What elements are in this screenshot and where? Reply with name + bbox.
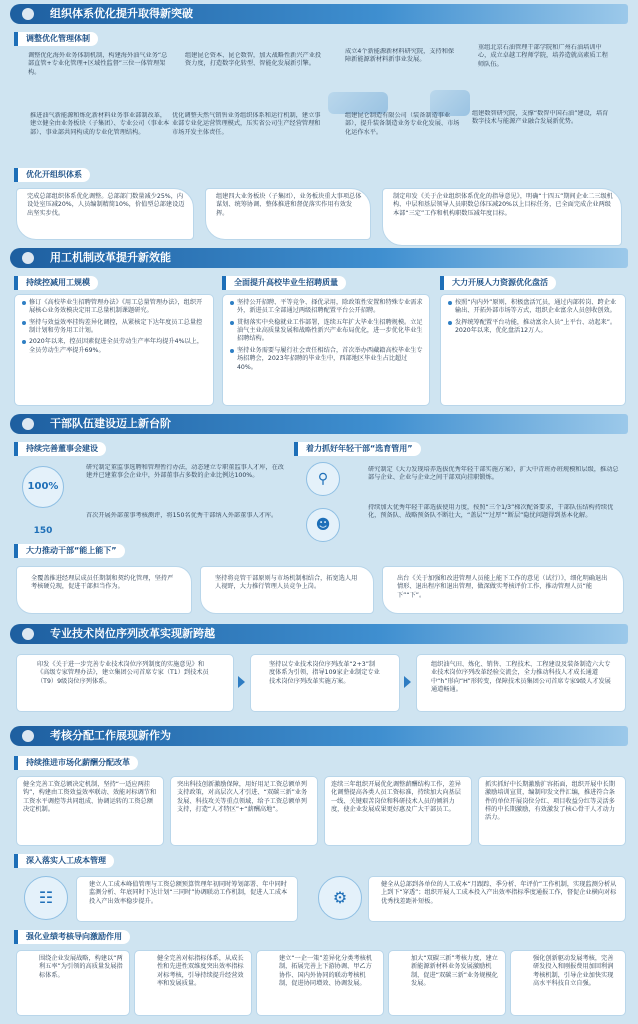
card-salary-4 bbox=[478, 776, 626, 846]
org-network-icon: ☷ bbox=[24, 876, 68, 920]
subtitle-recruit: 全面提升高校毕业生招聘质量 bbox=[222, 276, 346, 290]
card-perf-3 bbox=[256, 950, 384, 1016]
section-title-tech: 专业技术岗位序列改革实现新跨越 bbox=[10, 624, 628, 644]
section-title-labor: 用工机制改革提升新效能 bbox=[10, 248, 628, 268]
card-perf-1 bbox=[16, 950, 130, 1016]
bullet-text: 坚持与效益效率挂钩差异化调控，从紧核定下达年度员工总量控制计划和劳务用工计划。 bbox=[21, 319, 207, 336]
text-block: 持续加大优秀年轻干部选拔使用力度，按照“三个1/3”梯次配备要求，干部队伍结构持续优化，预备队、战略预备队不断壮大，“盖层”“过厚”“断层”隐忧问题得到基本化解。 bbox=[368, 504, 614, 520]
text-block: 优化调整天然气销售业务组织体系和运行机制，建立事业部专业化运营管理模式，压实省公司生产经营管理和市场开发主体责任。 bbox=[172, 112, 321, 136]
card-text: 强化创新驱动发展考核，完善研发投入和刚报费用加回利润考核机制，引导企业加快实现高水平科技自立自强。 bbox=[533, 955, 614, 988]
bullet-text: 修订《高校毕业生招聘管理办法》《用工总量管理办法》，组织开展核心业务效模决定用工总量机制课题研究。 bbox=[21, 299, 207, 316]
card-text: 完成总部组织体系优化调整。总部部门数量减少25%，内设处室压减20%，人员编制精简10%，价值型总部建设迈出坚实步伐。 bbox=[27, 193, 185, 217]
card-text: 围绕企业发展战略，构建以“两利五率”为引领的高质量发展指标体系。 bbox=[39, 955, 123, 979]
subtitle-labor-cost: 深入落实人工成本管理 bbox=[14, 854, 114, 868]
bullet-text: 贯彻落实中央稳就业工作部署，连续五年扩大毕业生招聘规模。立足油气主业高质量发展和战略性新兴产业布局优化，进一步优化毕业生招聘结构。 bbox=[229, 319, 423, 344]
card-tech-3 bbox=[416, 654, 626, 712]
text-block: 研究制定董监事选聘和管理暂行办法，动态建立专职董监事人才库，在改建并已建董事会企业中，外部董事占多数的企业比例达100%。 bbox=[86, 464, 284, 480]
text-block: 成立4个新能源新材料研究院，支持和保障新能源新材料新事业发展。 bbox=[345, 48, 455, 64]
arrow-icon bbox=[404, 676, 411, 688]
bullet-text: 发挥统筹配置平台功能，推动富余人员“上平台、动起来”。2020年以来，优化盘活12万人。 bbox=[447, 319, 619, 336]
card-tech-1 bbox=[16, 654, 234, 712]
card-text: 组织油气田、炼化、销售、工程技术、工程建设及装备制造六大专业技术岗位序列改革经验交流会，全力推动科技人才成长通道中“h”形向“H”形转变，保障技术员集团公司首席专家9级人才发展通道畅通。 bbox=[431, 661, 611, 694]
text-block: 首次开展外部董事考核测评，将150名优秀干部纳入外部董事人才库。 bbox=[86, 512, 278, 519]
subtitle-performance: 强化业绩考核导向激励作用 bbox=[14, 930, 130, 944]
card-text: 健全完善对标指标体系，从成长性和先进性双维度突出效率指标对标考核，引导持续提升经营效率和发展质量。 bbox=[157, 955, 244, 988]
section-title-cadre: 干部队伍建设迈上新台阶 bbox=[10, 414, 628, 434]
arrow-icon bbox=[238, 676, 245, 688]
text-block: 推进油气新能源和炼化新材料业务事业部制改革，建立健全由业务板块（子集团）、专业公司（事业本部）、事业部共同构成的专业化管理结构。 bbox=[30, 112, 170, 136]
text-block: 研究制定《大力发现培养选拔优秀年轻干部实施方案》，扩大中青班办班规模和层级，推动总部与企业、企业与企业之间干部双向挂职锻炼。 bbox=[368, 466, 619, 482]
text-block: 调整优化海外业务体制机制，构建海外油气业务“总部直管+专业化管理+区域性监督”三位一体管理架构。 bbox=[28, 52, 168, 76]
section-title-org: 组织体系优化提升取得新突破 bbox=[10, 4, 628, 24]
team-icon: ☻ bbox=[306, 508, 340, 542]
card-text: 抓实抓好中长期激励扩容拓面，组织开展中长期激励培训宣贯，编制印发文件汇编，推进符合条件的单位开展岗位分红、项目收益分红等灵活多样的中长期激励，有效激发了核心骨干人才动力活力。 bbox=[485, 781, 615, 822]
card-text: 健全从总部到各单位的人工成本“月跟踪、季分析、年评价”工作机制，实现监测分析从上到下“穿透”；组织开展人工成本投入产出效率指标季度通报工作，督促企业横向对标优秀找差距补短板。 bbox=[381, 881, 617, 905]
subtitle-mgmt: 调整优化管理体制 bbox=[14, 32, 98, 46]
bullet-text: 2020年以来，控员因素促进全员劳动生产率年均提升4%以上，全员劳动生产率提升69%。 bbox=[21, 338, 207, 355]
bullet-text: 坚持业务需要与履行社会责任相结合，首次举办西藏籍高校毕业生专场招聘会，2023年招聘的毕业生中，西部地区毕业生占比超过40%。 bbox=[229, 347, 423, 372]
card-control bbox=[14, 294, 214, 406]
bullet-text: 坚持公开招聘、平等竞争、择优录用，除政策性安置和特殊专业需求外，新进员工全部通过两级招聘配置平台公开招聘。 bbox=[229, 299, 423, 316]
card-four-segments bbox=[205, 188, 371, 240]
card-text: 健全完善工资总额决定机制，坚持“一适应两挂钩”，构建由工资效益效率联动、效能对标调节和工资水平调控等共同组成、协调运转的工资总额决定机制。 bbox=[23, 781, 157, 814]
card-tech-2 bbox=[250, 654, 400, 712]
card-salary-3 bbox=[324, 776, 472, 846]
card-text: 建立“一企一策”差异化分类考核机制，拓展完善上下游协调、甲乙方协作、国内外协同的联动考核机制，促进协同增效、协调发展。 bbox=[279, 955, 373, 988]
people-icon bbox=[28, 510, 58, 538]
card-text: 坚持以专业技术岗位序列改革“2+3”制度体系为引领，指导109家企业制定专业技术岗位序列改革实施方案。 bbox=[269, 661, 380, 685]
card-tenure bbox=[16, 566, 192, 614]
subtitle-board: 持续完善董事会建设 bbox=[14, 442, 106, 456]
card-text: 制定印发《关于企业组织体系优化的指导意见》，明确“十四五”期间企业二三级机构、中层和基层领导人员职数总体压减20%以上目标任务，已全面完成企业两级本部“三定”工作和机构职数压减年度目标。 bbox=[393, 193, 613, 217]
card-text: 建立人工成本峰值管理与工资总额预算管理年初同时筹划部署、年中同时监测分析、年底同时下达计划“三同时”协调联动工作机制，促进人工成本投入产出效率稳步提升。 bbox=[89, 881, 288, 905]
bullet-text: 按照“内内外”原则，积极盘活冗员，通过内部转岗、跨企业输出、开拓外部市场等方式，组织企业富余人员创收创效。 bbox=[447, 299, 619, 316]
card-hr bbox=[440, 294, 626, 406]
subtitle-org-system: 优化开组织体系 bbox=[14, 168, 90, 182]
subtitle-hr: 大力开展人力资源优化盘活 bbox=[440, 276, 556, 290]
text-block: 组建昆仑资本、昆仑数智，加大战略性新兴产业投资力度，打造数字化转型、智能化发展新引擎。 bbox=[185, 52, 322, 68]
card-text: 坚持将竞管干部原则与市场机制相结合，拓宽选人用人视野，大力推行管理人员竞争上岗。 bbox=[215, 575, 358, 591]
section-title-assess: 考核分配工作展现新作为 bbox=[10, 726, 628, 746]
card-perf-5 bbox=[510, 950, 626, 1016]
chart-gear-icon: ⚙ bbox=[318, 876, 362, 920]
subtitle-up-down: 大力推动干部“能上能下” bbox=[14, 544, 125, 558]
card-cost-1 bbox=[76, 876, 298, 922]
subtitle-young-cadre: 着力抓好年轻干部“选育管用” bbox=[294, 442, 421, 456]
card-salary-2 bbox=[170, 776, 318, 846]
card-text: 突出科技创新激励保障，用好用足工资总额单列支持政策，对高层次人才引进、“双碳三新”业务发展、科技攻关等重点领域，给予工资总额单列支持，打造“人才特区”+“薪酬高地”。 bbox=[177, 781, 308, 814]
building-illustration bbox=[328, 92, 388, 114]
card-market bbox=[200, 566, 374, 614]
card-text: 加大“双碳三新”考核力度，建立新能源新材料业务发展激励机制，促进“双碳三新”业务规模化发展。 bbox=[411, 955, 498, 988]
percent-badge: 100% bbox=[22, 466, 64, 508]
card-text: 组建四大业务板块（子集团），业务板块重大事项总体谋划、统筹协调、整体推进和督促落实作用有效发挥。 bbox=[216, 193, 362, 217]
text-block: 组建数智研究院，支撑“数智中国石油”建设，培育数字技术与能源产业融合发展新优势。 bbox=[472, 110, 609, 126]
card-recruit bbox=[222, 294, 430, 406]
card-guidance bbox=[382, 188, 622, 246]
text-block: 组建昆仑制造有限公司（装备制造事业部），提升装备制造业务专业化发展、市场化运作水平。 bbox=[345, 112, 460, 136]
card-text: 连续三年组织开展优化调整薪酬结构工作，差异化调整提高各类人员工资标准，持续加大向基层一线、关键艰苦岗位和科研技术人员的倾斜力度，使企业发展成果更好惠及广大干部员工。 bbox=[331, 781, 461, 814]
subtitle-control: 持续控减用工规模 bbox=[14, 276, 98, 290]
people-count: 150 bbox=[33, 525, 53, 536]
subtitle-salary: 持续推进市场化薪酬分配改革 bbox=[14, 756, 138, 770]
text-block: 重组北京石油管理干部学院和广州石油培训中心，成立卓越工程师学院，培养造就高素质工程师队伍。 bbox=[478, 44, 608, 68]
card-perf-4 bbox=[388, 950, 506, 1016]
card-perf-2 bbox=[134, 950, 252, 1016]
magnifier-icon: ⚲ bbox=[306, 462, 340, 496]
card-text: 全覆盖推进经理层成员任期制和契约化管理，坚持严考核硬兑现，促进干部担当作为。 bbox=[31, 575, 174, 591]
card-cost-2 bbox=[368, 876, 626, 922]
card-text: 印发《关于进一步完善专业技术岗位序列制度的实施意见》和《高级专家管理办法》，建立集团公司首席专家（T1）到技术员（T9）9级岗位序列体系。 bbox=[37, 661, 209, 685]
card-salary-1 bbox=[16, 776, 164, 846]
card-hq-optimization bbox=[16, 188, 194, 240]
card-opinion bbox=[382, 566, 624, 614]
card-text: 出台《关于加强和改进管理人员能上能下工作的意见（试行）》，细化明确退出情形、退出程序和退出管理，做深做实考核评价工作，推动管理人员“能下”“下”。 bbox=[397, 575, 608, 599]
